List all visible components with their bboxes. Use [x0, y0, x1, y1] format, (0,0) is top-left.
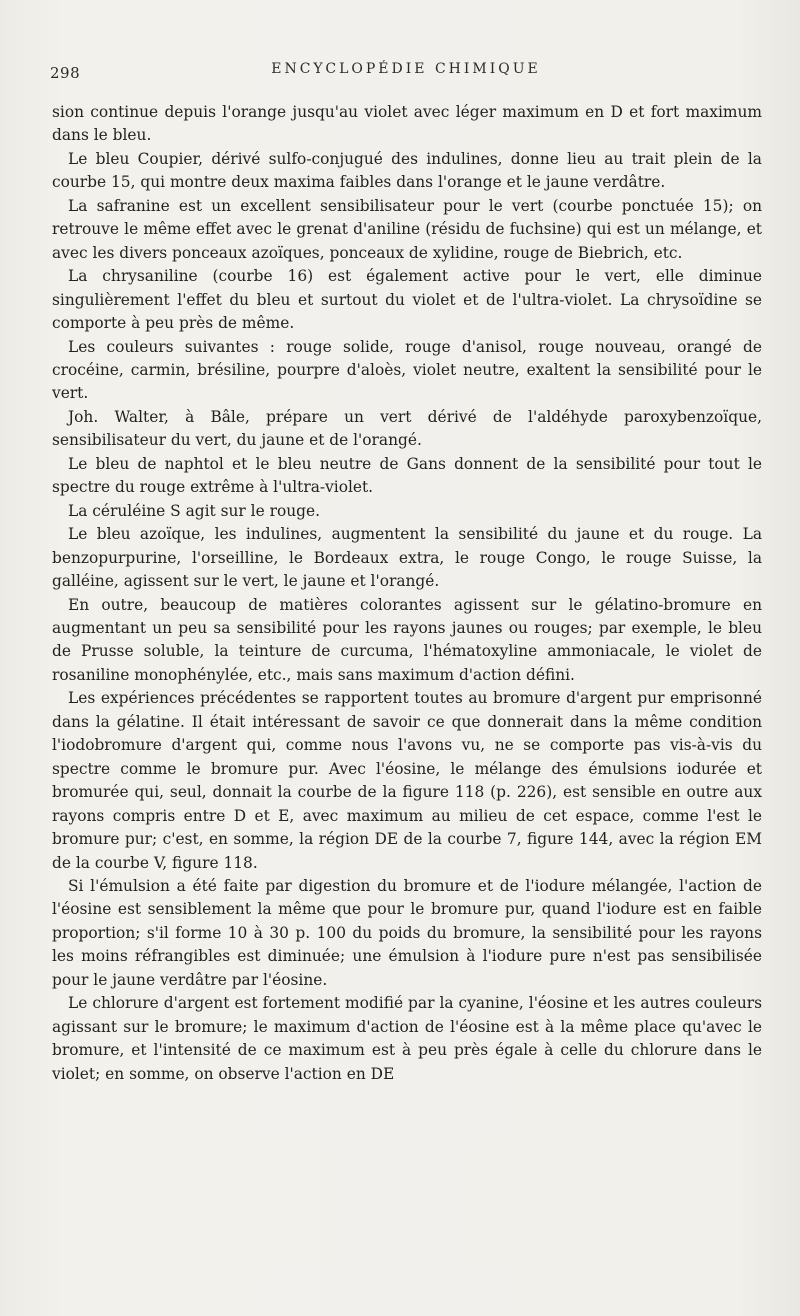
paragraph: Le bleu azoïque, les indulines, augmentent la sensibilité du jaune et du rouge. La benzopurpurine, l'orseilline, le Bordeaux extra, le rouge Congo, le rouge Suisse, la galléine, agissent sur le vert, le jaune et l'orangé. — [52, 525, 762, 591]
paragraph: La safranine est un excellent sensibilisateur pour le vert (courbe ponctuée 15); on retrouve le même effet avec le grenat d'aniline (résidu de fuchsine) qui est un mélange, et avec les divers ponceaux azoïques, ponceaux de xylidine, rouge de Biebrich, etc. — [52, 196, 762, 262]
body-text — [52, 101, 762, 1086]
paragraph: Les couleurs suivantes : rouge solide, rouge d'anisol, rouge nouveau, orangé de crocéine, carmin, brésiline, pourpre d'aloès, violet neutre, exaltent la sensibilité pour le vert. — [52, 337, 762, 403]
paragraph: Le bleu Coupier, dérivé sulfo-conjugué des indulines, donne lieu au trait plein de la courbe 15, qui montre deux maxima faibles dans l'orange et le jaune verdâtre. — [52, 149, 762, 192]
paragraph: La chrysaniline (courbe 16) est également active pour le vert, elle diminue singulièrement l'effet du bleu et surtout du violet et de l'ultra-violet. La chrysoïdine se comporte à peu près de même. — [52, 267, 762, 333]
running-title: ENCYCLOPÉDIE CHIMIQUE — [271, 61, 541, 77]
paragraph: Si l'émulsion a été faite par digestion du bromure et de l'iodure mélangée, l'action de l'éosine est sensiblement la même que pour le bromure pur, quand l'iodure est en faible proportion; s'il forme 10 à 30 p. 100 du poids du bromure, la sensibilité pour les rayons les moins réfrangibles est diminuée; une émulsion à l'iodure pure n'est pas sensibilisée pour le jaune verdâtre par l'éosine. — [52, 876, 762, 989]
paragraph-continuation: sion continue depuis l'orange jusqu'au violet avec léger maximum en D et fort maximum dans le bleu. — [52, 103, 762, 145]
page-number: 298 — [50, 64, 81, 82]
page-header — [50, 56, 762, 86]
paragraph: La céruléine S agit sur le rouge. — [68, 501, 320, 520]
paragraph: En outre, beaucoup de matières colorantes agissent sur le gélatino-bromure en augmentant un peu sa sensibilité pour les rayons jaunes ou rouges; par exemple, le bleu de Prusse soluble, la teinture de curcuma, l'hématoxyline ammoniacale, le violet de rosaniline monophénylée, etc., mais sans maximum d'action défini. — [52, 595, 762, 684]
paragraph: Joh. Walter, à Bâle, prépare un vert dérivé de l'aldéhyde paroxybenzoïque, sensibilisateur du vert, du jaune et de l'orangé. — [52, 407, 762, 450]
paragraph: Les expériences précédentes se rapportent toutes au bromure d'argent pur emprisonné dans la gélatine. Il était intéressant de savoir ce que donnerait dans la même condition l'iodobromure d'argent qui, comme nous l'avons vu, ne se comporte pas vis-à-vis du spectre comme le bromure pur. Avec l'éosine, le mélange des émulsions iodurée et bromurée qui, seul, donnait la courbe de la figure 118 (p. 226), est sensible en outre aux rayons compris entre D et E, avec maximum au milieu de cet espace, comme l'est le bromure pur; c'est, en somme, la région DE de la courbe 7, figure 144, avec la région EM de la courbe V, figure 118. — [52, 689, 762, 872]
paragraph: Le chlorure d'argent est fortement modifié par la cyanine, l'éosine et les autres couleurs agissant sur le bromure; le maximum d'action de l'éosine est à la même place qu'avec le bromure, et l'intensité de ce maximum est à peu près égale à celle du chlorure dans le violet; en somme, on observe l'action en DE — [52, 994, 762, 1083]
paragraph: Le bleu de naphtol et le bleu neutre de Gans donnent de la sensibilité pour tout le spectre du rouge extrême à l'ultra-violet. — [52, 454, 762, 497]
